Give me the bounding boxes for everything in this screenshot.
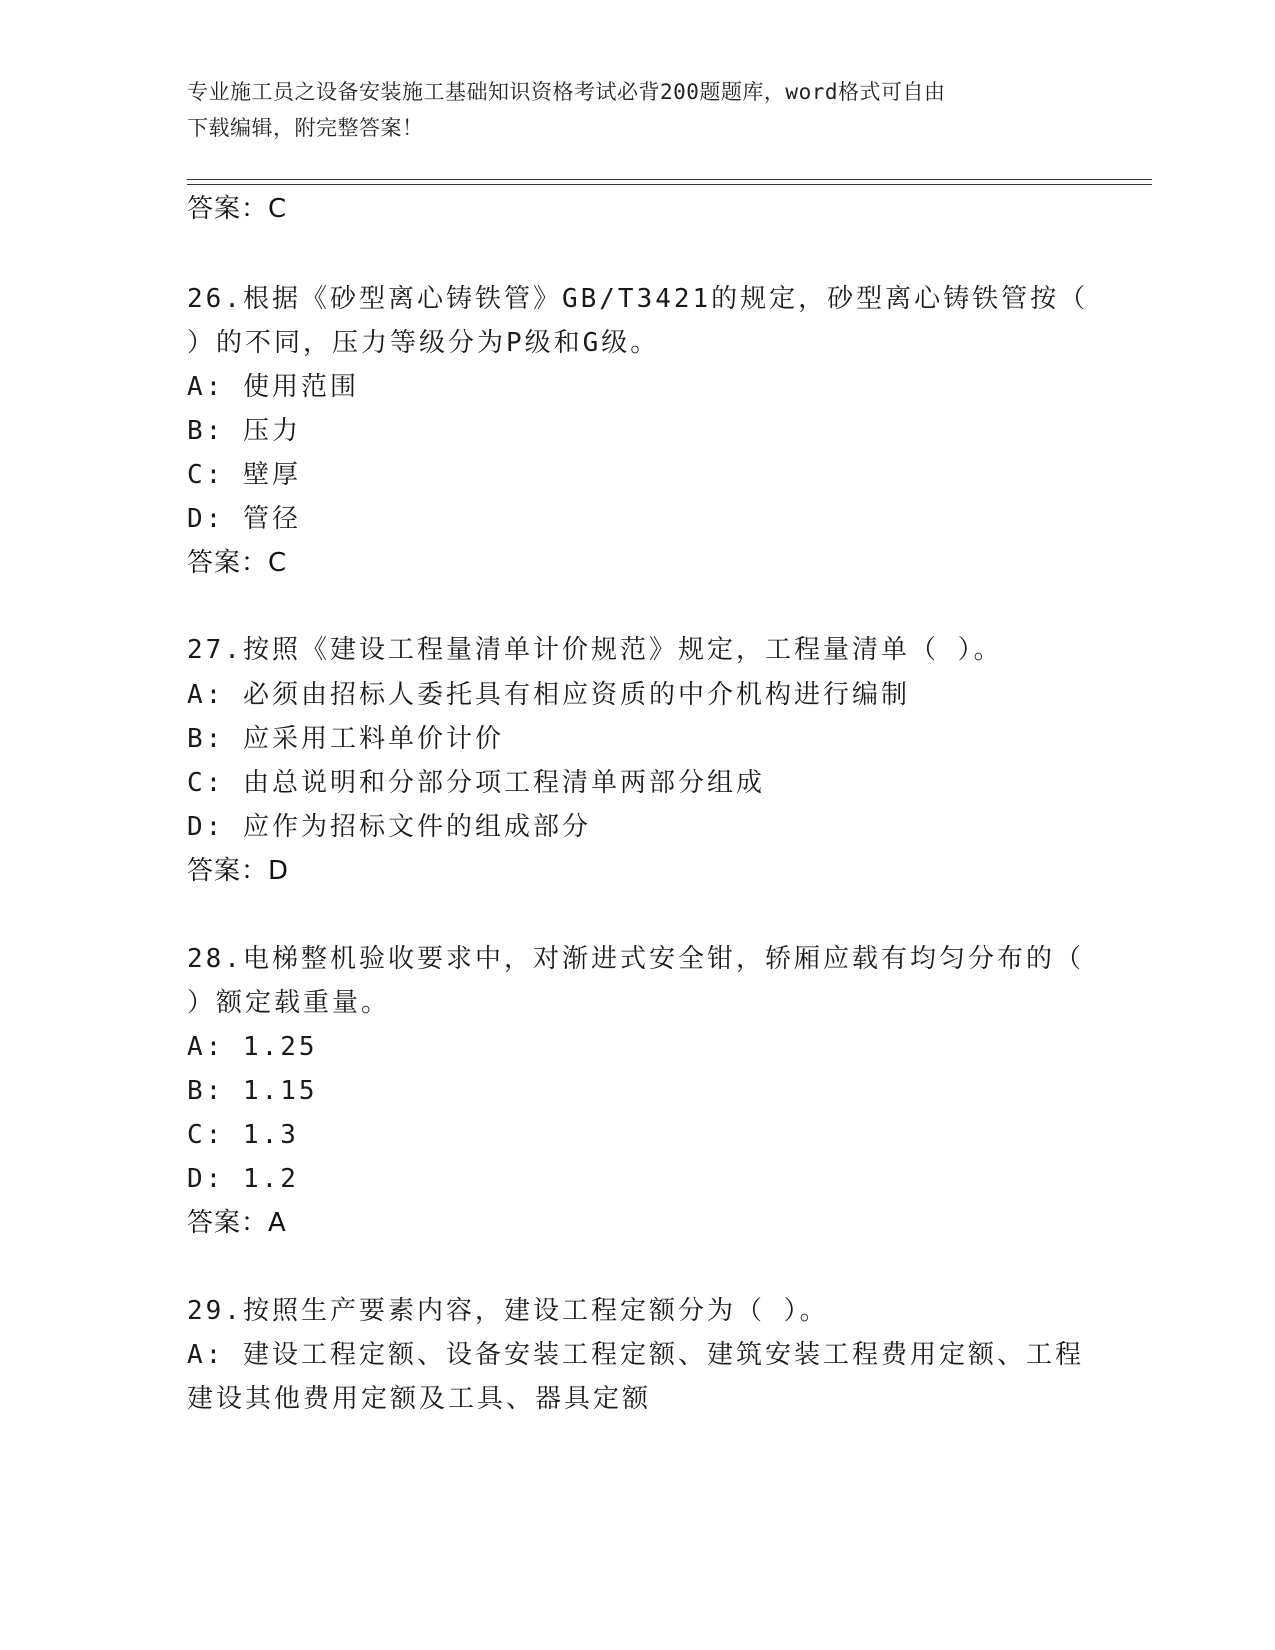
option-d: D: 应作为招标文件的组成部分 [187,812,591,842]
question-stem: 28.电梯整机验收要求中，对渐进式安全钳，轿厢应载有均匀分布的（ [187,944,1084,974]
header-line-1: 专业施工员之设备安装施工基础知识资格考试必背200题题库，word格式可自由 [187,80,946,104]
option-d: D: 管径 [187,504,301,534]
header-divider-bottom [187,184,1152,185]
option-c: C: 壁厚 [187,460,301,490]
header-line-2: 下载编辑，附完整答案！ [187,116,424,140]
option-a: A: 使用范围 [187,372,359,402]
document-header [187,74,1067,146]
header-divider-top [187,179,1152,180]
option-a: A: 建设工程定额、设备安装工程定额、建筑安装工程费用定额、工程 [187,1340,1084,1370]
option-a-continued: 建设其他费用定额及工具、器具定额 [187,1384,652,1414]
question-stem: ）的不同，压力等级分为P级和G级。 [187,328,660,358]
option-c: C: 1.3 [187,1120,299,1150]
option-d: D: 1.2 [187,1164,299,1194]
answer-line: 答案：A [187,1208,287,1238]
option-a: A: 必须由招标人委托具有相应资质的中介机构进行编制 [187,680,910,710]
question-stem: 29.按照生产要素内容，建设工程定额分为（ ）。 [187,1296,829,1326]
answer-line: 答案：D [187,856,290,886]
question-stem: 27.按照《建设工程量清单计价规范》规定，工程量清单（ ）。 [187,635,1003,665]
option-b: B: 1.15 [187,1076,318,1106]
option-b: B: 应采用工料单价计价 [187,724,504,754]
option-b: B: 压力 [187,416,301,446]
question-stem: ）额定载重量。 [187,988,391,1018]
option-c: C: 由总说明和分部分项工程清单两部分组成 [187,768,765,798]
answer-line: 答案：C [187,548,288,578]
question-stem: 26.根据《砂型离心铸铁管》GB/T3421的规定，砂型离心铸铁管按（ [187,284,1089,314]
answer-line: 答案：C [187,194,288,224]
option-a: A: 1.25 [187,1032,318,1062]
